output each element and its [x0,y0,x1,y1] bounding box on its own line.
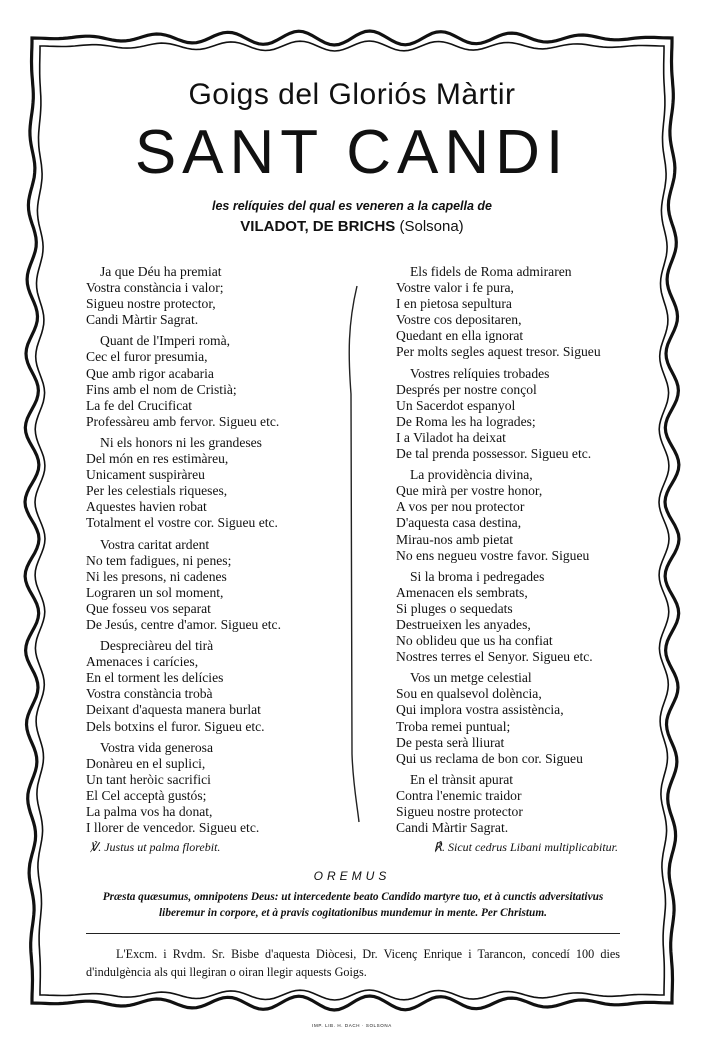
verse-line: Vostra constància trobà [86,686,213,702]
verse-line: Candi Màrtir Sagrat. [86,312,199,328]
verse-line: Sigueu nostre protector, [86,296,216,312]
verse-line: El Cel acceptà gustós; [86,787,207,803]
verses-left-column [86,264,346,841]
verse-line: Professàreu amb fervor. Sigueu etc. [86,413,280,429]
verse-line: A vos per nou protector [396,499,525,515]
section-divider-rule [86,933,620,934]
verse-line: En el trànsit apurat [410,771,514,787]
verse-line: La palma vos ha donat, [86,804,213,819]
verse-line: La fe del Crucificat [86,397,193,413]
response: ℟. Sicut cedrus Libani multiplicabitur. [433,840,618,854]
stanza [86,435,346,532]
verse-line: Amenaces i carícies, [86,654,199,670]
verse-line: Un Sacerdot espanyol [396,397,516,413]
verse-line: De Jesús, centre d'amor. Sigueu etc. [86,616,281,632]
verse-line: No oblideu que us ha confiat [396,633,553,649]
verse-line: Troba remei puntual; [396,718,511,734]
verse-line: Ja que Déu ha premiat [100,264,222,279]
verse-line: Unicament suspiràreu [86,467,205,483]
stanza [396,772,636,836]
chapel-name: VILADOT, DE BRICHS [240,218,396,235]
verse-line: No tem fadigues, ni penes; [86,552,232,568]
verse-line: Per molts segles aquest tresor. Sigueu [396,344,601,360]
verse-line: Contra l'enemic traidor [396,787,522,803]
goigs-title: Goigs del Gloriós Màrtir [188,78,516,111]
verse-line: La providència divina, [410,467,533,483]
verse-line: I a Viladot ha deixat [396,429,506,445]
verse-line: Vostre cos depositaren, [396,312,522,328]
chapel-place: (Solsona) [399,218,464,235]
indulgence-note: L'Excm. i Rvdm. Sr. Bisbe d'aquesta Diòcesi, Dr. Vicenç Enrique i Tarancon, concedí 100 dies d'indulgència als qui llegiran o oiran llegir aquests Goigs. [86,947,620,979]
verse-line: Vostra vida generosa [100,739,213,755]
stanza [396,569,636,666]
verse-line: Quant de l'Imperi romà, [100,333,231,349]
verse-line: Si pluges o sequedats [396,600,513,616]
verse-line: No ens negueu vostre favor. Sigueu [396,547,590,563]
verse-line: Mirau-nos amb pietat [396,531,514,547]
stanza [396,670,636,767]
verse-line: Qui implora vostra assistència, [396,702,564,718]
stanza [86,740,346,837]
verse-line: Que mirà per vostre honor, [396,483,543,499]
verse-line: Els fidels de Roma admiraren [410,264,572,279]
verse-line: Per les celestials riqueses, [86,483,228,499]
stanza [86,333,346,430]
verse-line: D'aquesta casa destina, [396,515,522,531]
verse-line: Amenacen els sembrats, [396,584,528,600]
verse-line: Lograren un sol moment, [86,584,224,600]
verse-line: Deixant d'aquesta manera burlat [86,702,261,718]
verse-line: Si la broma i pedregades [410,568,545,584]
verse-line: Fins amb el nom de Cristià; [86,381,237,397]
stanza [86,537,346,634]
verse-line: Que amb rigor acabaria [86,365,214,381]
relics-subtitle: les relíquies del qual es veneren a la capella de [212,199,492,213]
verse-line: Ni les presons, ni cadenes [86,568,227,584]
verse-line: Nostres terres el Senyor. Sigueu etc. [396,649,593,665]
verse-line: Despreciàreu del tirà [100,638,214,654]
printer-imprint: IMP. LIB. H. DACH · SOLSONA [312,1023,392,1028]
verse-line: Un tant heròic sacrifici [86,771,211,787]
stanza [396,264,636,361]
verse-line: De tal prenda possessor. Sigueu etc. [396,446,592,462]
verse-line: Cec el furor presumia, [86,349,208,365]
oremus-prayer: Præsta quæsumus, omnipotens Deus: ut intercedente beato Candido martyre tuo, et à cunctis adversitativus liberemur in corpore, et à pravis cogitationibus mundemur in mente. Per Christum. [102,891,604,919]
verse-line: Dels botxins el furor. Sigueu etc. [86,718,265,734]
verse-line: Que fosseu vos separat [86,600,211,616]
verse-line: Vostres relíquies trobades [410,365,550,381]
verse-line: I llorer de vencedor. Sigueu etc. [86,820,260,836]
verse-line: De Roma les ha logrades; [396,413,536,429]
verse-line: I en pietosa sepultura [396,296,512,312]
verse-line: Vos un metge celestial [410,670,532,686]
verse-line: Qui us reclama de bon cor. Sigueu [396,750,583,766]
oremus-heading: OREMUS [313,869,391,883]
verse-line: Candi Màrtir Sagrat. [396,820,509,836]
verses-right-column [396,264,636,841]
verse-line: Vostra constància i valor; [86,280,224,296]
verse-line: Vostra caritat ardent [100,536,210,552]
verse-line: Ni els honors ni les grandeses [100,434,262,450]
verse-line: Vostre valor i fe pura, [396,280,514,296]
verse-line: Destrueixen les anyades, [396,616,531,632]
saint-name-heading: SANT CANDI [134,118,570,187]
versicle: ℣. Justus ut palma florebit. [90,840,221,854]
column-divider-flourish [348,284,362,824]
verse-line: En el torment les delícies [86,670,224,686]
verse-line: Del món en res estimàreu, [86,451,229,467]
verse-line: De pesta serà lliurat [396,734,505,750]
verse-line: Donàreu en el suplici, [86,755,206,771]
verse-line: Aquestes havien robat [86,499,207,515]
verse-line: Després per nostre conçol [396,381,537,397]
stanza [396,366,636,463]
stanza [86,638,346,735]
verse-line: Sigueu nostre protector [396,804,523,819]
verse-line: Totalment el vostre cor. Sigueu etc. [86,515,278,531]
verse-line: Quedant en ella ignorat [396,328,524,344]
stanza [86,264,346,328]
chapel-location [0,218,704,235]
verse-line: Sou en qualsevol dolència, [396,686,542,702]
stanza [396,467,636,564]
